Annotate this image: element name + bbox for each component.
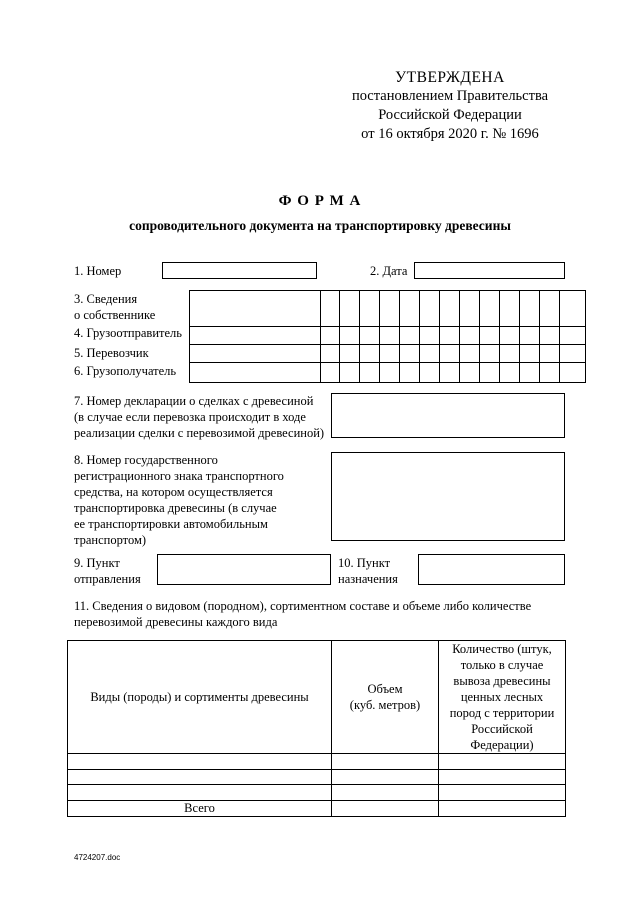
grid-cell[interactable] <box>340 363 360 383</box>
total-label: Всего <box>68 801 332 817</box>
grid-cell[interactable] <box>190 291 321 327</box>
grid-cell[interactable] <box>520 291 540 327</box>
header-quantity-line: только в случае <box>460 658 544 672</box>
grid-cell[interactable] <box>190 363 321 383</box>
vehicle-label-line-4: транспортировка древесины (в случае <box>74 501 277 515</box>
grid-cell[interactable] <box>340 345 360 363</box>
vehicle-field[interactable] <box>331 452 565 541</box>
grid-cell[interactable] <box>560 327 586 345</box>
destination-label-line-1: 10. Пункт <box>338 556 391 570</box>
grid-cell[interactable] <box>321 327 340 345</box>
header-volume-line-1: Объем <box>367 682 403 696</box>
grid-cell[interactable] <box>480 363 500 383</box>
grid-cell[interactable] <box>420 327 440 345</box>
destination-label-line-2: назначения <box>338 572 398 586</box>
declaration-label <box>74 393 324 441</box>
grid-cell[interactable] <box>480 291 500 327</box>
grid-cell[interactable] <box>440 345 460 363</box>
grid-cell[interactable] <box>560 345 586 363</box>
destination-label <box>338 555 398 587</box>
date-field[interactable] <box>414 262 565 279</box>
total-volume-cell[interactable] <box>332 801 439 817</box>
vehicle-label-line-2: регистрационного знака транспортного <box>74 469 284 483</box>
vehicle-label-line-1: 8. Номер государственного <box>74 453 218 467</box>
shipper-row <box>190 327 586 345</box>
grid-cell[interactable] <box>340 291 360 327</box>
grid-cell[interactable] <box>500 363 520 383</box>
grid-cell[interactable] <box>380 291 400 327</box>
owner-label-line-1: 3. Сведения <box>74 292 138 306</box>
wood-items-table <box>67 640 566 817</box>
grid-cell[interactable] <box>460 363 480 383</box>
header-species: Виды (породы) и сортименты древесины <box>68 641 332 754</box>
departure-label-line-2: отправления <box>74 572 141 586</box>
total-quantity-cell[interactable] <box>439 801 566 817</box>
number-field[interactable] <box>162 262 317 279</box>
grid-cell[interactable] <box>360 327 380 345</box>
grid-cell[interactable] <box>480 345 500 363</box>
grid-cell[interactable] <box>440 291 460 327</box>
header-volume-line-2: (куб. метров) <box>349 698 421 712</box>
header-volume <box>332 641 439 754</box>
table-cell[interactable] <box>439 770 566 785</box>
declaration-label-line-1: 7. Номер декларации о сделках с древесиной <box>74 394 314 408</box>
approval-line-3: Российской Федерации <box>378 107 522 123</box>
number-label: 1. Номер <box>74 264 122 278</box>
grid-cell[interactable] <box>360 363 380 383</box>
departure-field[interactable] <box>157 554 331 585</box>
section-11-line-2: перевозимой древесины каждого вида <box>74 615 278 629</box>
consignee-label: 6. Грузополучатель <box>74 364 177 378</box>
grid-cell[interactable] <box>460 291 480 327</box>
header-quantity-line: вывоза древесины <box>453 674 551 688</box>
table-cell[interactable] <box>439 785 566 801</box>
grid-cell[interactable] <box>321 291 340 327</box>
grid-cell[interactable] <box>460 345 480 363</box>
vehicle-label-line-5: ее транспортировки автомобильным <box>74 517 268 531</box>
grid-cell[interactable] <box>420 363 440 383</box>
carrier-row <box>190 345 586 363</box>
destination-field[interactable] <box>418 554 565 585</box>
approval-line-2: постановлением Правительства <box>351 88 549 104</box>
header-quantity-line: Федерации) <box>470 738 534 752</box>
header-quantity-line: Количество (штук, <box>452 642 552 656</box>
declaration-label-line-3: реализации сделки с перевозимой древесиной) <box>74 426 325 440</box>
table-cell[interactable] <box>68 770 332 785</box>
grid-cell[interactable] <box>321 363 340 383</box>
grid-cell[interactable] <box>480 327 500 345</box>
grid-cell[interactable] <box>400 363 420 383</box>
table-cell[interactable] <box>68 754 332 770</box>
grid-cell[interactable] <box>420 291 440 327</box>
header-quantity-line: Российской <box>471 722 533 736</box>
grid-cell[interactable] <box>400 291 420 327</box>
section-11-text <box>74 598 531 630</box>
grid-cell[interactable] <box>500 327 520 345</box>
declaration-field[interactable] <box>331 393 565 438</box>
grid-cell[interactable] <box>440 327 460 345</box>
owner-label <box>74 291 155 323</box>
grid-cell[interactable] <box>540 345 560 363</box>
header-quantity-line: ценных лесных <box>460 690 544 704</box>
grid-cell[interactable] <box>520 327 540 345</box>
grid-cell[interactable] <box>380 327 400 345</box>
approval-heading: УТВЕРЖДЕНА <box>395 69 505 86</box>
grid-cell[interactable] <box>340 327 360 345</box>
grid-cell[interactable] <box>560 291 586 327</box>
grid-cell[interactable] <box>380 345 400 363</box>
grid-cell[interactable] <box>360 345 380 363</box>
approval-line-4: от 16 октября 2020 г. № 1696 <box>361 126 539 142</box>
grid-cell[interactable] <box>460 327 480 345</box>
owner-row <box>190 291 586 327</box>
grid-cell[interactable] <box>360 291 380 327</box>
approval-block <box>330 68 570 144</box>
date-label: 2. Дата <box>370 264 408 278</box>
grid-cell[interactable] <box>190 327 321 345</box>
header-quantity <box>439 641 566 754</box>
grid-cell[interactable] <box>520 363 540 383</box>
table-total-row <box>68 801 566 817</box>
form-title: Ф О Р М А <box>278 193 362 209</box>
header-quantity-line: пород с территории <box>449 706 555 720</box>
owner-label-line-2: о собственнике <box>74 308 156 322</box>
table-cell[interactable] <box>332 754 439 770</box>
departure-label <box>74 555 141 587</box>
declaration-label-line-2: (в случае если перевозка происходит в ходе <box>74 410 306 424</box>
table-cell[interactable] <box>332 770 439 785</box>
grid-cell[interactable] <box>540 363 560 383</box>
grid-cell[interactable] <box>190 345 321 363</box>
grid-cell[interactable] <box>540 327 560 345</box>
table-cell[interactable] <box>332 785 439 801</box>
table-header-row <box>68 641 566 754</box>
grid-cell[interactable] <box>500 345 520 363</box>
grid-cell[interactable] <box>500 291 520 327</box>
carrier-label: 5. Перевозчик <box>74 346 149 360</box>
table-row <box>68 770 566 785</box>
grid-cell[interactable] <box>440 363 460 383</box>
table-cell[interactable] <box>68 785 332 801</box>
grid-cell[interactable] <box>400 327 420 345</box>
consignee-row <box>190 363 586 383</box>
vehicle-label-line-3: средства, на котором осуществляется <box>74 485 273 499</box>
grid-cell[interactable] <box>321 345 340 363</box>
grid-cell[interactable] <box>540 291 560 327</box>
shipper-label: 4. Грузоотправитель <box>74 326 182 340</box>
vehicle-label <box>74 452 284 548</box>
grid-cell[interactable] <box>560 363 586 383</box>
table-cell[interactable] <box>439 754 566 770</box>
table-row <box>68 754 566 770</box>
document-reference: 4724207.doc <box>74 853 121 862</box>
grid-cell[interactable] <box>400 345 420 363</box>
form-subtitle: сопроводительного документа на транспортировку древесины <box>129 218 511 233</box>
section-11-line-1: 11. Сведения о видовом (породном), сортиментном составе и объеме либо количестве <box>74 599 532 613</box>
vehicle-label-line-6: транспортом) <box>74 533 147 547</box>
grid-cell[interactable] <box>380 363 400 383</box>
grid-cell[interactable] <box>520 345 540 363</box>
departure-label-line-1: 9. Пункт <box>74 556 120 570</box>
table-row <box>68 785 566 801</box>
grid-cell[interactable] <box>420 345 440 363</box>
parties-grid <box>189 290 586 383</box>
